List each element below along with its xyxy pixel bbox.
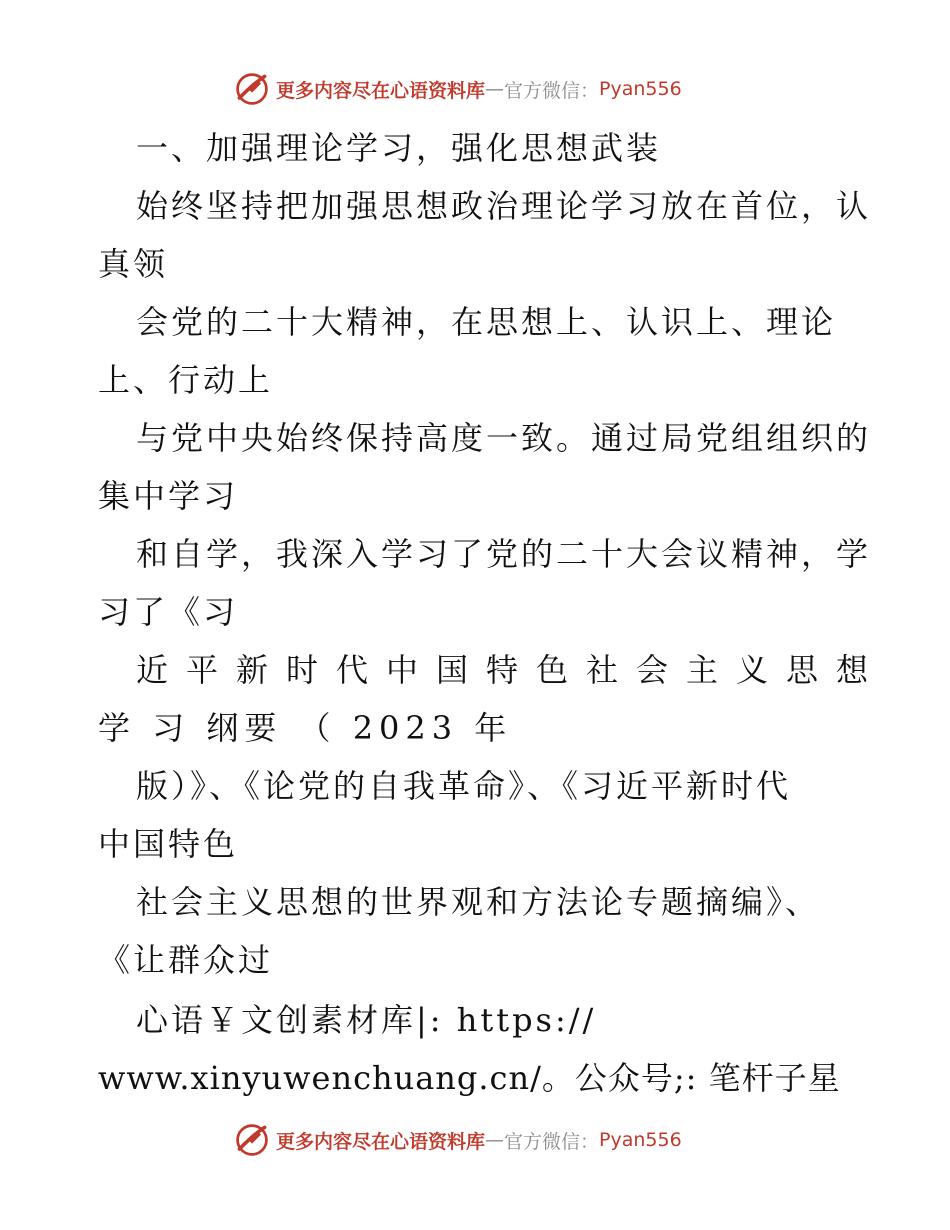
banner-main-text: 更多内容尽在心语资料库 <box>276 79 486 102</box>
banner-main-text: 更多内容尽在心语资料库 <box>276 1130 486 1153</box>
body-line: 始终坚持把加强思想政治理论学习放在首位，认 <box>136 187 872 225</box>
footer-url-line: www.xinyuwenchuang.cn/。公众号;: 笔杆子星 <box>98 1059 841 1097</box>
body-line: 学 习 纲要 （ 2023 年 <box>98 709 513 747</box>
body-line: 社会主义思想的世界观和方法论专题摘编》、 <box>136 883 821 921</box>
section-heading: 一、加强理论学习，强化思想武装 <box>136 129 662 167</box>
body-line: 中国特色 <box>98 825 239 863</box>
pen-nib-logo-icon <box>234 1122 270 1158</box>
body-line: 《让群众过 <box>98 941 274 979</box>
body-line: 版）》、《论党的自我革命》、《习近平新时代 <box>136 767 792 805</box>
footer-banner <box>234 1121 682 1159</box>
footer-source-line: 心语￥文创素材库|: https:// <box>136 1001 597 1039</box>
body-line: 集中学习 <box>98 477 239 515</box>
banner-dash: — <box>485 1129 505 1151</box>
banner-dash: — <box>485 78 505 100</box>
pen-nib-logo-icon <box>234 71 270 107</box>
header-banner <box>234 70 682 108</box>
banner-official-label: 官方微信： <box>504 79 600 102</box>
body-line: 会党的二十大精神，在思想上、认识上、理论 <box>136 303 837 341</box>
body-line: 真领 <box>98 245 169 283</box>
body-line: 与党中央始终保持高度一致。通过局党组组织的 <box>136 419 872 457</box>
body-line: 习了《习 <box>98 593 239 631</box>
banner-wechat-id: Pyan556 <box>599 1129 682 1151</box>
body-line-justified: 近平新时代中国特色社会主义思想 <box>136 651 887 689</box>
banner-wechat-id: Pyan556 <box>599 78 682 100</box>
body-line: 和自学，我深入学习了党的二十大会议精神，学 <box>136 535 872 573</box>
body-line: 上、行动上 <box>98 361 274 399</box>
banner-official-label: 官方微信： <box>504 1130 600 1153</box>
